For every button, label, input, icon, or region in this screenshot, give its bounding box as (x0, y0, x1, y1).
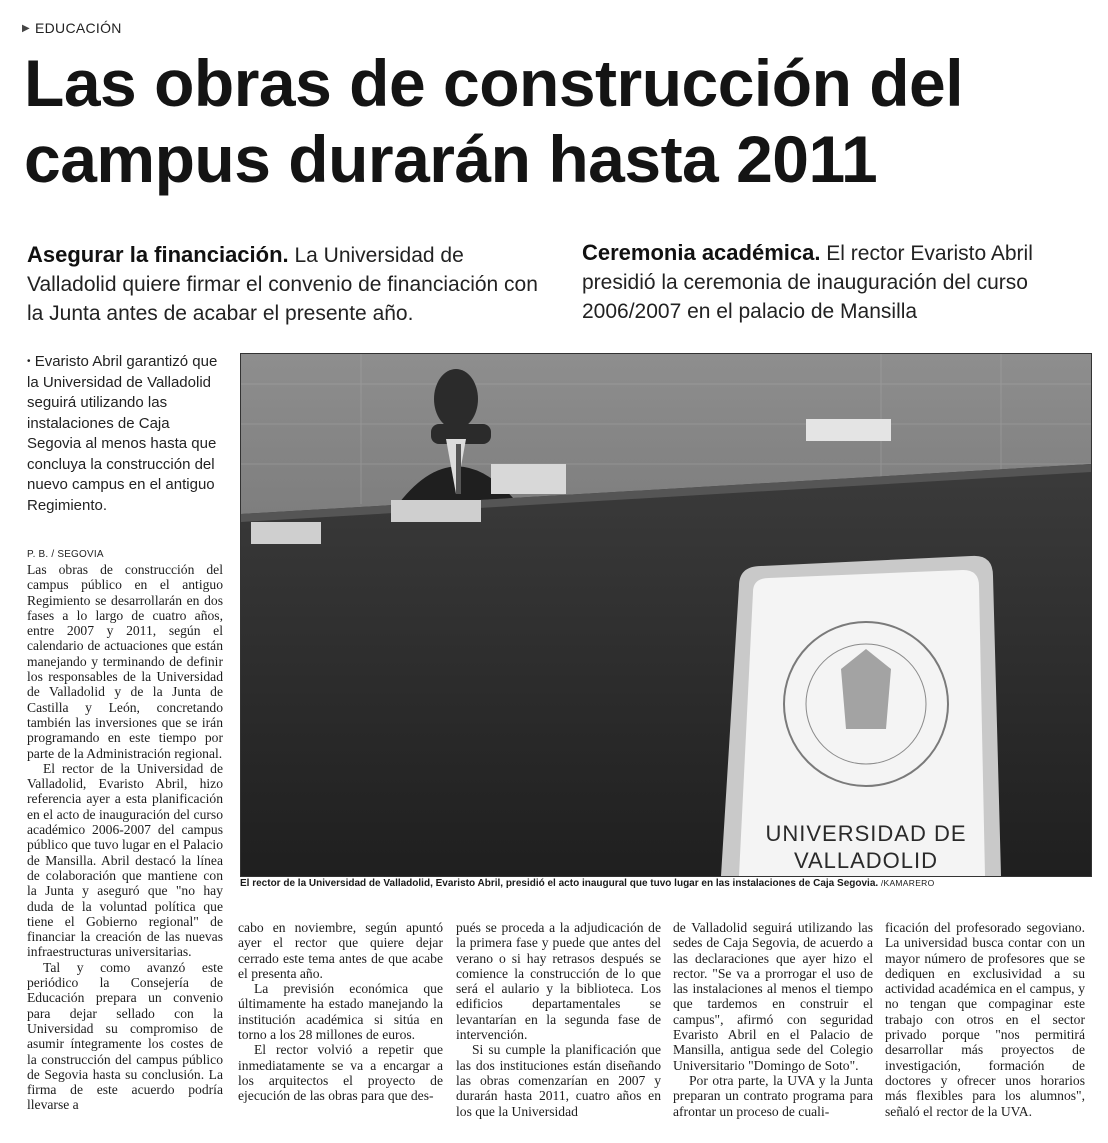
body-paragraph: Las obras de construcción del campus público en el antiguo Regimiento se desarrollarán en dos fases a lo largo de cuatro años, entre 2007 y 2011, según el calendario de actuaciones que están manejando y terminando de definir los responsables de la Universidad de Valladolid y de la Junta de Castilla y León, concretando también las inversiones que se irán programando en este tiempo por parte de la Administración regional. (27, 562, 223, 761)
body-paragraph: El rector volvió a repetir que inmediatamente se va a encargar a los arquitectos el proyecto de ejecución de las obras para que des- (238, 1042, 443, 1104)
body-column-3 (456, 920, 661, 1119)
body-paragraph: ficación del profesorado segoviano. La universidad busca contar con un mayor número de profesores que se dediquen en exclusividad a su actividad académica en el campus, y no tengan que compaginar este trabajo con otros en el sector privado porque "nos permitirá desarrollar más proyectos de investigación, formación de doctores y ofrecer unos horarios más flexibles para los alumnos", señaló el rector de la UVA. (885, 920, 1085, 1119)
photo-illustration (241, 354, 1091, 876)
body-column-2 (238, 920, 443, 1104)
body-paragraph: de Valladolid seguirá utilizando las sedes de Caja Segovia, de acuerdo a las declaraciones que ayer hizo el rector. "Se va a prorrogar el uso de las instalaciones al menos el tiempo que tardemos en construir el campus", afirmó con seguridad Evaristo Abril en el Palacio de Mansilla, antigua sede del Colegio Universitario "Domingo de Soto". (673, 920, 873, 1073)
deck-right-text: El rector Evaristo Abril presidió la ceremonia de inauguración del curso 2006/2007 en el palacio de Mansilla (582, 242, 1033, 323)
deck-right (582, 238, 1082, 326)
photo-credit: /KAMARERO (878, 878, 935, 888)
body-paragraph: Por otra parte, la UVA y la Junta preparan un contrato programa para afrontar un proceso de cuali- (673, 1072, 873, 1119)
deck-right-lead: Ceremonia académica. (582, 240, 821, 265)
summary-text: Evaristo Abril garantizó que la Universidad de Valladolid seguirá utilizando las instalaciones de Caja Segovia al menos hasta que concluya la construcción del nuevo campus en el antiguo Regimiento. (27, 353, 218, 514)
body-paragraph: La previsión económica que últimamente ha estado manejando la institución académica si sitúa en torno a los 28 millones de euros. (238, 981, 443, 1043)
deck-left (27, 240, 547, 328)
headline (24, 45, 1094, 197)
body-paragraph: El rector de la Universidad de Valladolid, Evaristo Abril, hizo referencia ayer a esta planificación en el acto de inauguración del curso académico 2006-2007 del campus público que tuvo lugar en el Palacio de Mansilla. Abril destacó la línea de colaboración que mantiene con la Junta y aseguró que "no hay duda de la voluntad política que tiene el Gobierno regional" de financiar la creación de las nuevas infraestructuras universitarias. (27, 760, 223, 960)
podium-sign-line-1: UNIVERSIDAD DE (765, 821, 967, 846)
section-tag (22, 20, 122, 36)
body-column-5 (885, 920, 1085, 1119)
summary-box (27, 352, 227, 516)
section-label: EDUCACIÓN (35, 20, 122, 36)
body-column-4 (673, 920, 873, 1119)
body-column-1 (27, 562, 223, 1113)
deck-left-lead: Asegurar la financiación. (27, 242, 289, 267)
caption-text: El rector de la Universidad de Valladolid, Evaristo Abril, presidió el acto inaugural que tuvo lugar en las instalaciones de Caja Segovia. (240, 878, 879, 889)
photo-caption (240, 878, 1100, 889)
bullet-icon: • (27, 356, 31, 367)
news-photo (240, 353, 1092, 877)
triangle-right-icon: ▶ (22, 22, 30, 34)
body-paragraph: pués se proceda a la adjudicación de la primera fase y puede que antes del verano o si hay retrasos después se comience la construcción de lo que será el aulario y la biblioteca. Los edificios departamentales se levantarían en la segunda fase de intervención. (456, 920, 661, 1043)
byline: P. B. / SEGOVIA (27, 549, 104, 560)
body-paragraph: cabo en noviembre, según apuntó ayer el rector que quiere dejar cerrado este tema antes de que acabe el presenta año. (238, 920, 443, 981)
headline-line-2: campus durarán hasta 2011 (24, 122, 878, 196)
headline-line-1: Las obras de construcción del (24, 46, 964, 120)
deck-left-text: La Universidad de Valladolid quiere firmar el convenio de financiación con la Junta antes de acabar el presente año. (27, 244, 538, 325)
body-paragraph: Tal y como avanzó este periódico la Consejería de Educación prepara un convenio para dejar sellado con la Universidad su compromiso de asumir íntegramente los costes de la construcción del campus público de Segovia hasta su conclusión. La firma de este acuerdo podría llevarse a (27, 959, 223, 1113)
podium-sign-line-2: VALLADOLID (793, 848, 939, 873)
body-paragraph: Si su cumple la planificación que las dos instituciones están diseñando las obras comenzarían en 2007 y durarán hasta 2011, cuatro años en los que la Universidad (456, 1042, 661, 1119)
